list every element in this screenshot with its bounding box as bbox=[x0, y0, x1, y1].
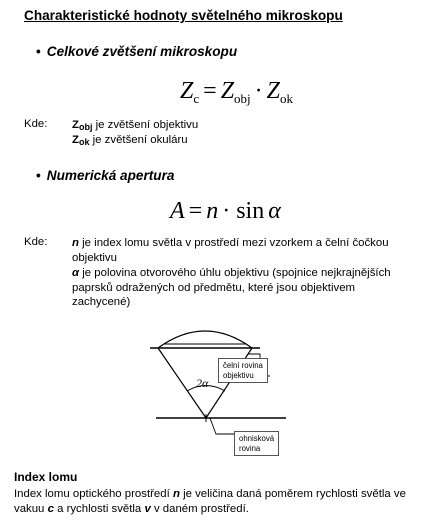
section-heading-magnification bbox=[36, 44, 237, 59]
section-heading-aperture bbox=[36, 168, 174, 183]
formula-symbol: Z bbox=[266, 78, 281, 104]
paragraph-text: je veličina daná poměrem rychlosti světla ve vakuu bbox=[14, 488, 406, 515]
angle-label: 2α bbox=[196, 376, 209, 390]
paragraph-symbol: c bbox=[47, 503, 54, 515]
formula-symbol: Z bbox=[220, 78, 235, 104]
label-line: ohnisková bbox=[239, 434, 275, 443]
definition-symbol: Z bbox=[72, 119, 79, 131]
definition-text: je index lomu světla v prostředí mezi vzorkem a čelní čočkou objektivu bbox=[72, 237, 389, 264]
lens-arc bbox=[158, 331, 252, 348]
paragraph-text: v daném prostředí. bbox=[150, 503, 249, 515]
formula-operator: = bbox=[203, 78, 217, 104]
section-heading-text: Celkové zvětšení mikroskopu bbox=[46, 44, 238, 59]
definition-text: je zvětšení objektivu bbox=[92, 119, 199, 131]
formula-symbol: A bbox=[170, 198, 185, 224]
definition-zobj bbox=[72, 118, 198, 133]
definition-symbol: α bbox=[72, 267, 80, 279]
bullet-icon: • bbox=[36, 168, 41, 183]
label-line: rovina bbox=[239, 443, 261, 453]
label-front-plane bbox=[218, 358, 268, 383]
formula-symbol: Z bbox=[180, 78, 194, 104]
objective-diagram bbox=[150, 318, 390, 463]
kde-label: Kde: bbox=[24, 236, 48, 248]
leader-line-focal bbox=[210, 418, 236, 434]
paragraph-symbol: v bbox=[144, 503, 151, 515]
formula-operator: = bbox=[188, 198, 203, 224]
index-paragraph bbox=[14, 487, 434, 517]
definition-text: je polovina otvorového úhlu objektivu (spojnice nejkrajnějších paprsků odražených od předmětu, které jsou objektivem zachycené) bbox=[72, 267, 391, 309]
definition-symbol: Z bbox=[72, 134, 79, 146]
magnification-formula bbox=[180, 78, 293, 105]
index-heading: Index lomu bbox=[14, 470, 78, 484]
formula-symbol: α bbox=[268, 198, 281, 224]
label-line: objektivu bbox=[223, 370, 254, 380]
section-heading-text: Numerická apertura bbox=[46, 168, 175, 183]
page-title: Charakteristické hodnoty světelného mikroskopu bbox=[24, 8, 343, 23]
formula-operator: · bbox=[222, 198, 231, 224]
label-line: čelní rovina bbox=[223, 361, 263, 370]
formula-subscript: ok bbox=[280, 91, 294, 106]
aperture-formula bbox=[170, 198, 281, 225]
definition-symbol: n bbox=[72, 237, 79, 249]
definition-n bbox=[72, 236, 402, 265]
definition-text: je zvětšení okuláru bbox=[89, 134, 188, 146]
definition-zok bbox=[72, 133, 188, 148]
definition-subscript: ok bbox=[78, 137, 90, 147]
bullet-icon: • bbox=[36, 44, 41, 59]
definition-subscript: obj bbox=[78, 122, 93, 132]
formula-symbol: n bbox=[206, 198, 219, 224]
definition-alpha bbox=[72, 266, 407, 310]
paragraph-text: a rychlosti světla bbox=[53, 503, 145, 515]
formula-operator: · bbox=[254, 78, 263, 104]
formula-subscript: c bbox=[193, 91, 200, 106]
paragraph-text: Index lomu optického prostředí bbox=[14, 488, 173, 500]
label-focal-plane bbox=[234, 431, 279, 456]
kde-label: Kde: bbox=[24, 118, 48, 130]
formula-function: sin bbox=[236, 198, 265, 224]
paragraph-symbol: n bbox=[172, 488, 180, 500]
formula-subscript: obj bbox=[234, 91, 251, 106]
